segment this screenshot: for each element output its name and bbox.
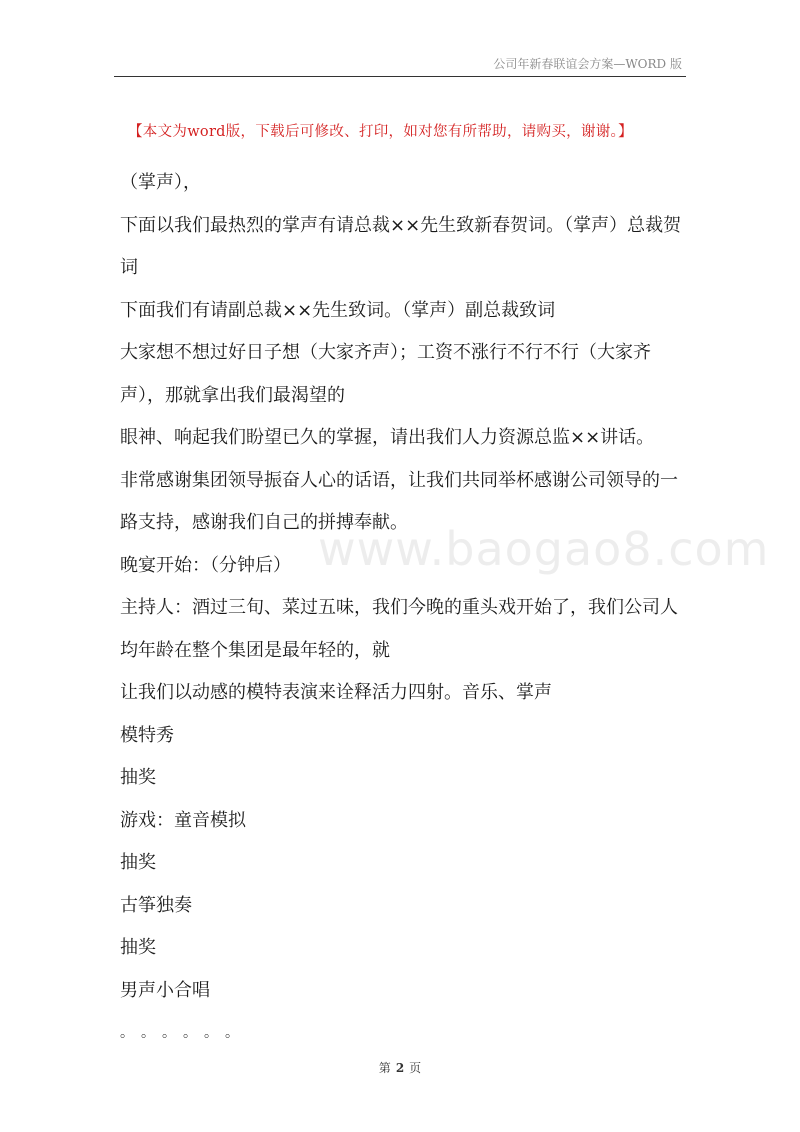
page-number-suffix: 页 — [409, 1061, 422, 1075]
paragraph: 古筝独奏 — [120, 894, 192, 916]
purchase-notice: 【本文为word版，下载后可修改、打印，如对您有所帮助，请购买，谢谢。】 — [128, 124, 633, 140]
paragraph: 游戏：童音模拟 — [120, 809, 246, 831]
paragraph: 下面我们有请副总裁××先生致词。（掌声）副总裁致词 — [120, 299, 556, 321]
ellipsis-line: 。。。。。。 — [120, 1025, 253, 1041]
paragraph: 大家想不想过好日子想（大家齐声）；工资不涨行不行不行（大家齐声），那就拿出我们最渴望的 — [120, 342, 651, 406]
header-divider — [114, 76, 686, 77]
page-number-prefix: 第 — [378, 1061, 391, 1075]
watermark: www.baogao8.com — [318, 522, 770, 576]
paragraph: 男声小合唱 — [120, 979, 210, 1001]
document-body — [120, 162, 690, 1055]
paragraph: 晚宴开始：（分钟后） — [120, 554, 291, 576]
paragraph: 抽奖 — [120, 767, 156, 788]
paragraph: 非常感谢集团领导振奋人心的话语，让我们共同举杯感谢公司领导的一路支持，感谢我们自己的拼搏奉献。 — [120, 469, 678, 533]
paragraph: 眼神、响起我们盼望已久的掌握，请出我们人力资源总监××讲话。 — [120, 427, 655, 448]
paragraph: 让我们以动感的模特表演来诠释活力四射。音乐、掌声 — [120, 682, 552, 703]
paragraph: 抽奖 — [120, 937, 156, 958]
header-title: 公司年新春联谊会方案—WORD 版 — [493, 57, 682, 71]
paragraph: （掌声）， — [120, 172, 201, 193]
paragraph: 模特秀 — [120, 724, 174, 746]
paragraph: 主持人：酒过三旬、菜过五味，我们今晚的重头戏开始了，我们公司人均年龄在整个集团是最年轻的，就 — [120, 597, 678, 661]
paragraph: 抽奖 — [120, 852, 156, 873]
page-number: 2 — [395, 1061, 405, 1075]
page-footer — [0, 1059, 800, 1076]
paragraph: 下面以我们最热烈的掌声有请总裁××先生致新春贺词。（掌声）总裁贺词 — [120, 214, 682, 278]
